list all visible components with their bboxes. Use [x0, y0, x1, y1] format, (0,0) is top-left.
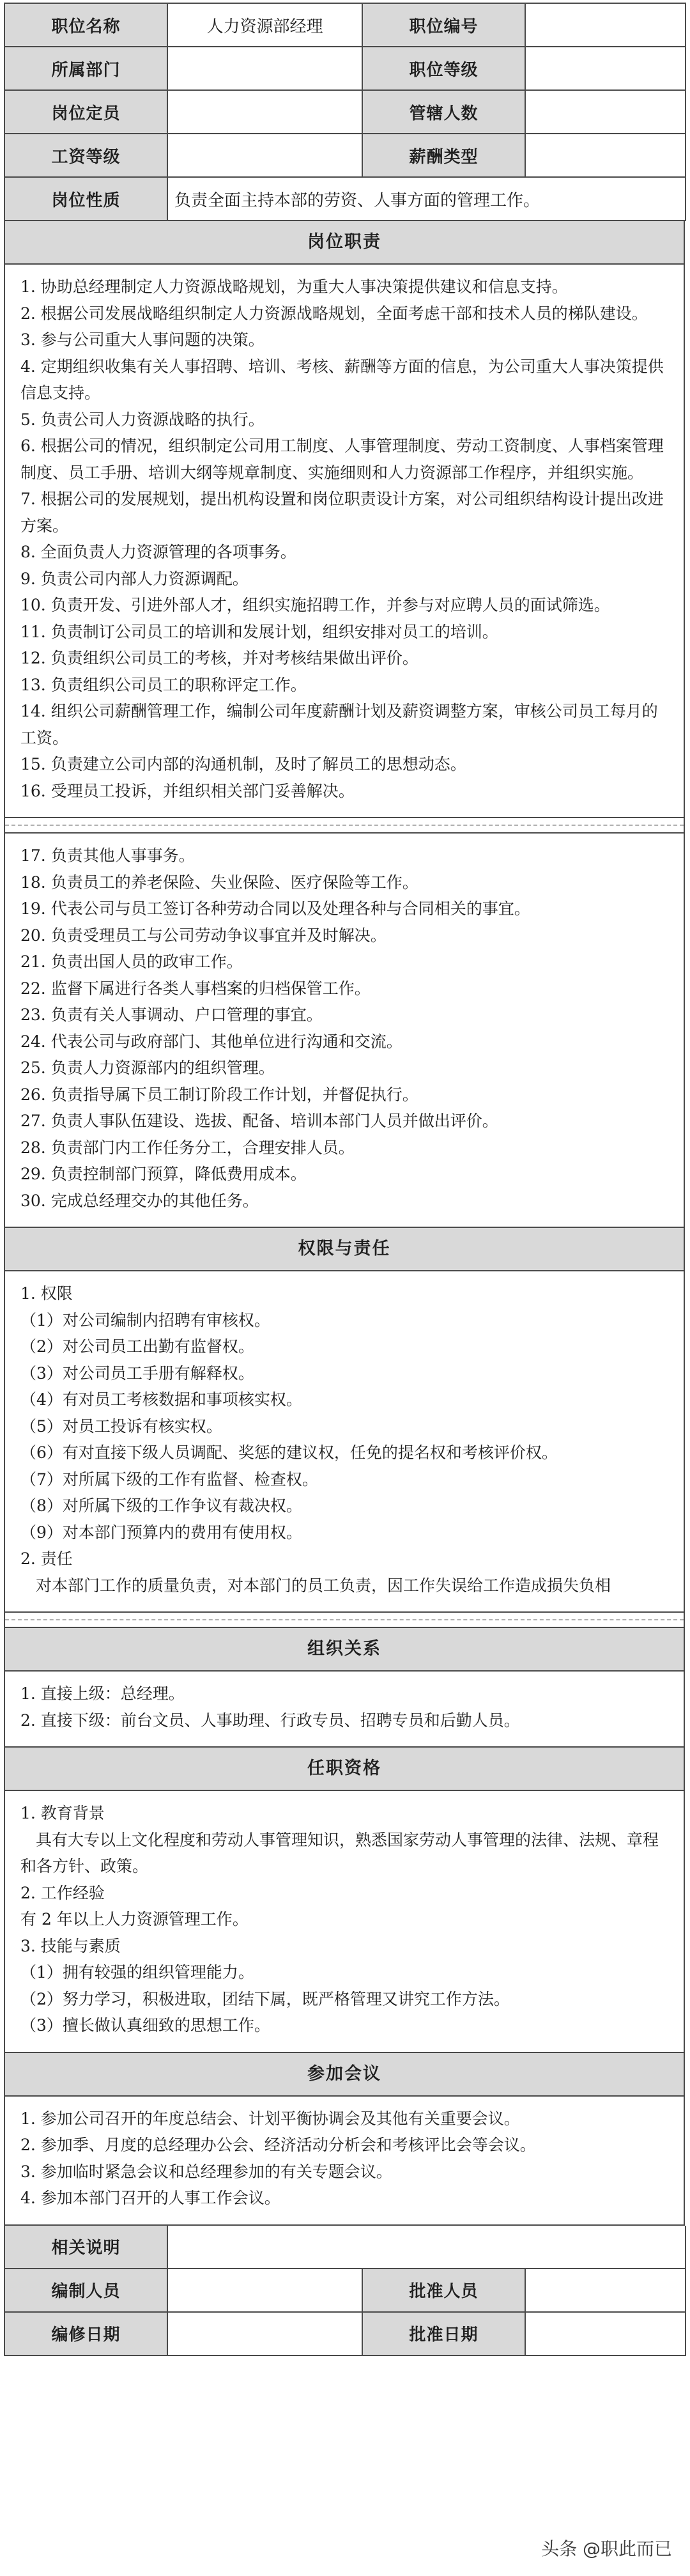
responsibility-text: 对本部门工作的质量负责，对本部门的员工负责，因工作失误给工作造成损失负相 — [36, 1576, 611, 1595]
department-value — [167, 47, 362, 90]
list-item: 4. 定期组织收集有关人事招聘、培训、考核、薪酬等方面的信息，为公司重大人事决策提供信息支持。 — [20, 357, 664, 402]
list-item: （1）对公司编制内招聘有审核权。 — [20, 1310, 270, 1330]
list-item: （9）对本部门预算内的费用有使用权。 — [20, 1523, 302, 1542]
education-text: 具有大专以上文化程度和劳动人事管理知识，熟悉国家劳动人事管理的法律、法规、章程和各方针、政策。 — [20, 1830, 659, 1875]
list-item: 15. 负责建立公司内部的沟通机制，及时了解员工的思想动态。 — [20, 755, 466, 773]
position-name-value: 人力资源部经理 — [167, 3, 362, 47]
list-item: 2. 直接下级：前台文员、人事助理、行政专员、招聘专员和后勤人员。 — [20, 1711, 520, 1730]
authority-list — [20, 1307, 668, 1546]
list-item: 19. 代表公司与员工签订各种劳动合同以及处理各种与合同相关的事宜。 — [20, 899, 530, 918]
list-item: 27. 负责人事队伍建设、选拔、配备、培训本部门人员并做出评价。 — [20, 1112, 498, 1130]
job-description-document — [4, 3, 685, 2356]
table-row — [4, 177, 686, 221]
source-watermark: 头条 @职此而已 — [535, 2531, 678, 2564]
related-notes-label: 相关说明 — [4, 2226, 167, 2269]
authority-heading: 1. 权限 — [20, 1284, 73, 1303]
list-item: （1）拥有较强的组织管理能力。 — [20, 1963, 254, 1982]
edit-date-label: 编修日期 — [4, 2312, 167, 2355]
list-item: 12. 负责组织公司员工的考核，并对考核结果做出评价。 — [20, 649, 418, 667]
list-item: 24. 代表公司与政府部门、其他单位进行沟通和交流。 — [20, 1032, 402, 1051]
list-item: （5）对员工投诉有核实权。 — [20, 1416, 222, 1436]
meetings-list — [4, 2097, 685, 2226]
list-item: 6. 根据公司的情况，组织制定公司用工制度、人事管理制度、劳动工资制度、人事档案管理制度、员工手册、培训大纲等规章制度、实施细则和人力资源部工作程序，并组织实施。 — [20, 437, 664, 482]
list-item: 26. 负责指导属下员工制订阶段工作计划，并督促执行。 — [20, 1085, 418, 1104]
responsibility-heading: 2. 责任 — [20, 1549, 73, 1568]
list-item: （8）对所属下级的工作争议有裁决权。 — [20, 1496, 302, 1515]
list-item: （3）对公司员工手册有解释权。 — [20, 1363, 254, 1383]
table-row — [4, 3, 686, 47]
position-name-label: 职位名称 — [4, 3, 167, 47]
list-item: 13. 负责组织公司员工的职称评定工作。 — [20, 675, 307, 694]
list-item: 1. 参加公司召开的年度总结会、计划平衡协调会及其他有关重要会议。 — [20, 2109, 520, 2128]
list-item: （6）有对直接下级人员调配、奖惩的建议权，任免的提名权和考核评价权。 — [20, 1443, 558, 1462]
list-item: 21. 负责出国人员的政审工作。 — [20, 952, 243, 971]
list-item: 28. 负责部门内工作任务分工，合理安排人员。 — [20, 1138, 355, 1157]
page-split-divider — [4, 1613, 685, 1627]
approve-date-label: 批准日期 — [362, 2312, 525, 2355]
list-item: 23. 负责有关人事调动、户口管理的事宜。 — [20, 1005, 323, 1024]
skills-list — [20, 1959, 668, 2039]
list-item: 11. 负责制订公司员工的培训和发展计划，组织安排对员工的培训。 — [20, 622, 498, 641]
list-item: 3. 参与公司重大人事问题的决策。 — [20, 330, 264, 349]
duties-list-part2 — [4, 832, 685, 1228]
list-item: （7）对所属下级的工作有监督、检查权。 — [20, 1470, 318, 1489]
list-item: 7. 根据公司的发展规划，提出机构设置和岗位职责设计方案，对公司组织结构设计提出改进方案。 — [20, 490, 664, 535]
list-item: 29. 负责控制部门预算，降低费用成本。 — [20, 1165, 307, 1183]
salary-type-label: 薪酬类型 — [362, 134, 525, 177]
table-row — [4, 2269, 686, 2312]
grade-label: 职位等级 — [362, 47, 525, 90]
organization-list — [4, 1672, 685, 1748]
list-item: 9. 负责公司内部人力资源调配。 — [20, 569, 249, 588]
position-nature-label: 岗位性质 — [4, 177, 167, 221]
list-item: 2. 参加季、月度的总经理办公会、经济活动分析会和考核评比会等会议。 — [20, 2136, 536, 2154]
list-item: （2）努力学习，积极进取，团结下属，既严格管理又讲究工作方法。 — [20, 1989, 510, 2008]
list-item: 3. 参加临时紧急会议和总经理参加的有关专题会议。 — [20, 2162, 392, 2181]
table-row — [4, 134, 686, 177]
duties-section-title: 岗位职责 — [4, 221, 685, 265]
approver-value — [525, 2269, 686, 2312]
department-label: 所属部门 — [4, 47, 167, 90]
list-item: 5. 负责公司人力资源战略的执行。 — [20, 410, 264, 429]
editor-value — [167, 2269, 362, 2312]
table-row — [4, 2312, 686, 2355]
authority-section-body — [4, 1271, 685, 1613]
list-item: （4）有对员工考核数据和事项核实权。 — [20, 1390, 302, 1409]
approver-label: 批准人员 — [362, 2269, 525, 2312]
salary-type-value — [525, 134, 686, 177]
position-code-label: 职位编号 — [362, 3, 525, 47]
edit-date-value — [167, 2312, 362, 2355]
list-item: 4. 参加本部门召开的人事工作会议。 — [20, 2189, 280, 2207]
list-item: 20. 负责受理员工与公司劳动争议事宜并及时解决。 — [20, 926, 387, 945]
list-item: 18. 负责员工的养老保险、失业保险、医疗保险等工作。 — [20, 873, 418, 892]
authority-section-title: 权限与责任 — [4, 1228, 685, 1271]
table-row — [4, 2226, 686, 2269]
qualification-section-body — [4, 1791, 685, 2053]
duties-list-part1 — [4, 265, 685, 818]
position-code-value — [525, 3, 686, 47]
footer-info-table — [4, 2226, 686, 2356]
editor-label: 编制人员 — [4, 2269, 167, 2312]
meetings-section-title: 参加会议 — [4, 2053, 685, 2097]
experience-heading: 2. 工作经验 — [20, 1883, 105, 1902]
list-item: 22. 监督下属进行各类人事档案的归档保管工作。 — [20, 979, 371, 998]
list-item: （3）擅长做认真细致的思想工作。 — [20, 2016, 270, 2035]
skills-heading: 3. 技能与素质 — [20, 1936, 121, 1955]
headcount-label: 岗位定员 — [4, 90, 167, 134]
qualification-section-title: 任职资格 — [4, 1748, 685, 1791]
page-split-divider — [4, 818, 685, 832]
experience-text: 有 2 年以上人力资源管理工作。 — [20, 1910, 249, 1928]
list-item: （2）对公司员工出勤有监督权。 — [20, 1337, 254, 1356]
managed-count-value — [525, 90, 686, 134]
list-item: 1. 协助总经理制定人力资源战略规划，为重大人事决策提供建议和信息支持。 — [20, 277, 568, 296]
list-item: 16. 受理员工投诉，并组织相关部门妥善解决。 — [20, 781, 355, 800]
headcount-value — [167, 90, 362, 134]
grade-value — [525, 47, 686, 90]
list-item: 25. 负责人力资源部内的组织管理。 — [20, 1059, 275, 1077]
wage-grade-label: 工资等级 — [4, 134, 167, 177]
list-item: 30. 完成总经理交办的其他任务。 — [20, 1191, 259, 1210]
education-heading: 1. 教育背景 — [20, 1804, 105, 1822]
approve-date-value — [525, 2312, 686, 2355]
list-item: 14. 组织公司薪酬管理工作，编制公司年度薪酬计划及薪资调整方案，审核公司员工每月的工资。 — [20, 702, 658, 747]
organization-section-title: 组织关系 — [4, 1627, 685, 1672]
position-nature-value: 负责全面主持本部的劳资、人事方面的管理工作。 — [167, 177, 686, 221]
table-row — [4, 90, 686, 134]
list-item: 2. 根据公司发展战略组织制定人力资源战略规划，全面考虑干部和技术人员的梯队建设。 — [20, 304, 648, 323]
header-info-table — [4, 3, 686, 221]
related-notes-value — [167, 2226, 686, 2269]
table-row — [4, 47, 686, 90]
list-item: 8. 全面负责人力资源管理的各项事务。 — [20, 543, 296, 561]
managed-count-label: 管辖人数 — [362, 90, 525, 134]
list-item: 1. 直接上级：总经理。 — [20, 1684, 185, 1703]
list-item: 10. 负责开发、引进外部人才，组织实施招聘工作，并参与对应聘人员的面试筛选。 — [20, 596, 610, 614]
wage-grade-value — [167, 134, 362, 177]
list-item: 17. 负责其他人事事务。 — [20, 846, 195, 865]
